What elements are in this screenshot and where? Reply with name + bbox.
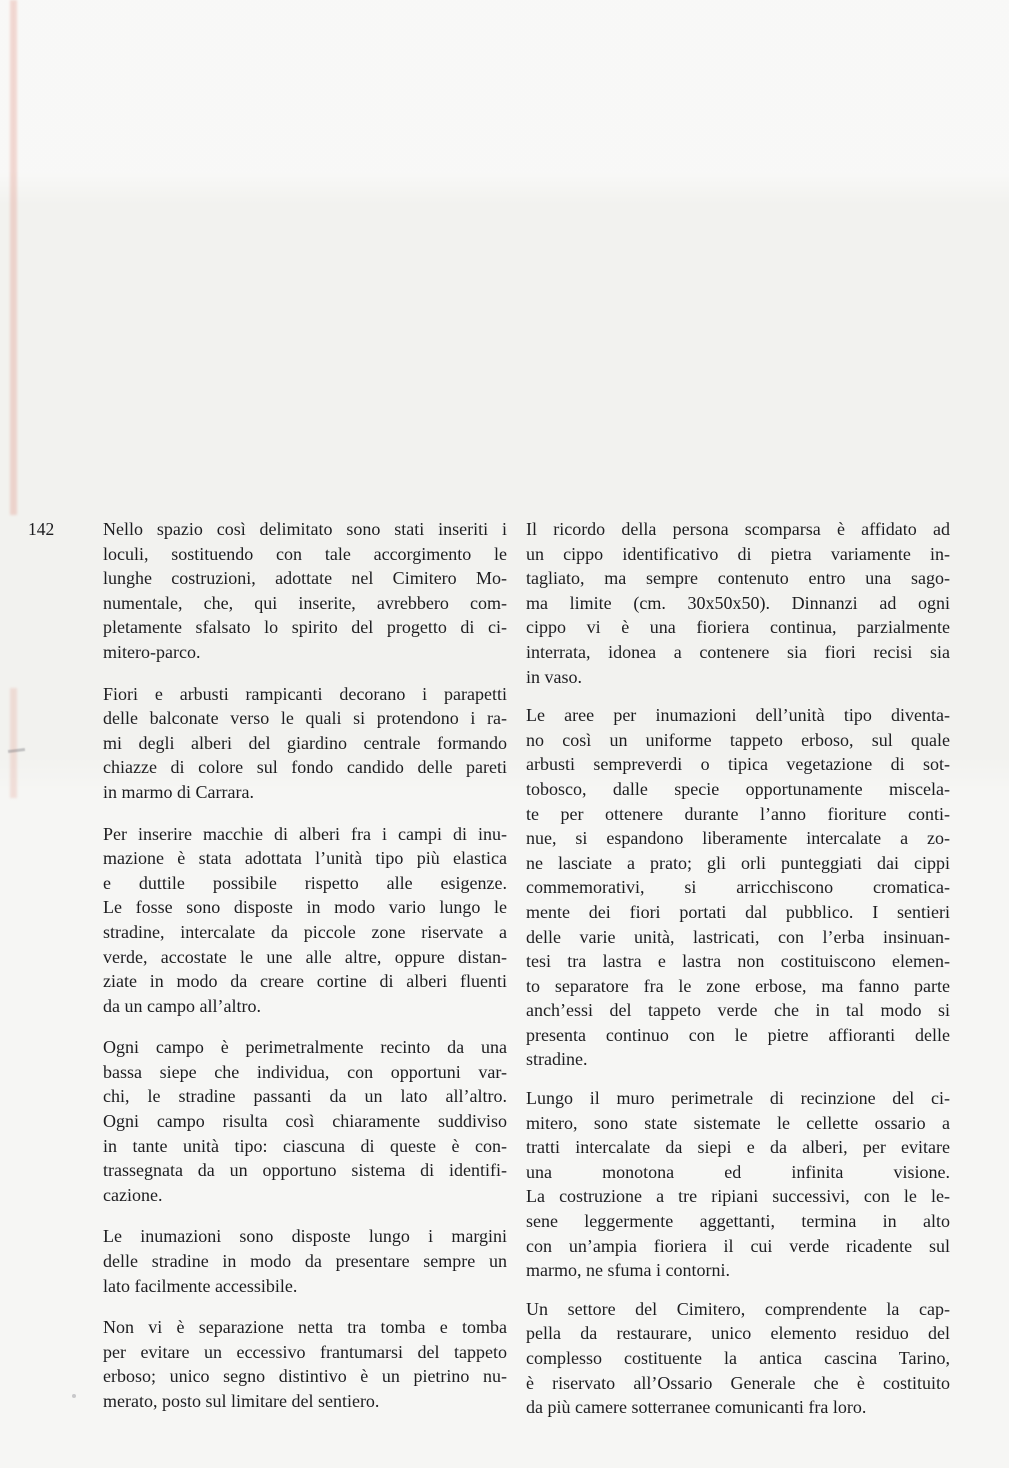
text-column-right xyxy=(526,517,950,1434)
text-line: pletamente sfalsato lo spirito del progetto di ci- xyxy=(103,617,507,638)
paragraph xyxy=(526,703,950,1072)
text-line: presenta continuo con le pietre affioranti delle xyxy=(526,1024,950,1045)
text-line: verde, accostate le une alle altre, oppure distan- xyxy=(103,946,507,967)
text-line: no così un uniforme tappeto erboso, sul quale xyxy=(526,729,950,750)
text-line: erboso; unico segno distintivo è un pietrino nu- xyxy=(103,1366,507,1387)
text-line: marmo, ne sfuma i contorni. xyxy=(526,1260,730,1281)
text-line: tobosco, dalle specie opportunamente miscela- xyxy=(526,778,950,799)
text-line: numentale, che, qui inserite, avrebbero com- xyxy=(103,592,507,613)
text-line: loculi, sostituendo con tale accorgimento le xyxy=(103,543,507,564)
text-line: mitero-parco. xyxy=(103,641,201,662)
page-edge-color-strip-mid xyxy=(10,688,17,798)
text-line: una monotona ed infinita visione. xyxy=(526,1161,950,1182)
text-line: in tante unità tipo: ciascuna di queste è con- xyxy=(103,1135,507,1156)
paragraph xyxy=(103,682,507,805)
text-line: bassa siepe che individua, con opportuni var- xyxy=(103,1061,507,1082)
page-edge-color-strip-top xyxy=(10,0,17,515)
text-line: interrata, idonea a contenere sia fiori recisi sia xyxy=(526,641,950,662)
margin-pencil-mark xyxy=(8,748,25,753)
text-area xyxy=(103,517,950,1434)
text-line: merato, posto sul limitare del sentiero. xyxy=(103,1391,380,1411)
text-line: Non vi è separazione netta tra tomba e tomba xyxy=(103,1317,507,1338)
text-line: lunghe costruzioni, adottate nel Cimitero Mo- xyxy=(103,568,507,589)
paragraph xyxy=(526,1297,950,1420)
text-line: e duttile possibile rispetto alle esigenze. xyxy=(103,872,507,893)
text-column-left xyxy=(103,517,507,1434)
text-line: Il ricordo della persona scomparsa è affidato ad xyxy=(526,519,950,539)
text-line: La costruzione a tre ripiani successivi, con le le- xyxy=(526,1186,950,1207)
text-line: Le fosse sono disposte in modo vario lungo le xyxy=(103,897,507,918)
text-line: commemorativi, si arricchiscono cromatica- xyxy=(526,877,950,898)
paragraph xyxy=(526,1086,950,1283)
text-line: to separatore fra le zone erbose, ma fanno parte xyxy=(526,975,950,996)
text-line: in vaso. xyxy=(526,666,582,687)
text-line: delle balconate verso le quali si protendono i ra- xyxy=(103,708,507,729)
text-line: nue, si espandono liberamente intercalate a zo- xyxy=(526,828,950,849)
text-line: mazione è stata adottata l’unità tipo più elastica xyxy=(103,848,507,869)
text-line: mente dei fiori portati dal pubblico. I sentieri xyxy=(526,901,950,922)
paragraph xyxy=(103,1035,507,1207)
margin-dot-mark xyxy=(72,1394,76,1398)
text-line: cazione. xyxy=(103,1184,163,1205)
text-line: sene leggermente aggettanti, termina in alto xyxy=(526,1211,950,1232)
paragraph xyxy=(103,517,507,665)
text-line: trassegnata da un opportuno sistema di identifi- xyxy=(103,1160,507,1181)
text-line: delle varie unità, lastricati, con l’erba insinuan- xyxy=(526,926,950,947)
text-line: ne lasciate a prato; gli orli punteggiati dai cippi xyxy=(526,852,950,873)
text-line: mi degli alberi del giardino centrale formando xyxy=(103,732,507,753)
text-line: chiazze di colore sul fondo candido delle pareti xyxy=(103,757,507,778)
paragraph xyxy=(103,1315,507,1413)
text-line: cippo vi è una fioriera continua, parzialmente xyxy=(526,617,950,638)
text-line: Ogni campo è perimetralmente recinto da una xyxy=(103,1037,507,1058)
text-line: mitero, sono state sistemate le cellette ossario a xyxy=(526,1112,950,1133)
page-number: 142 xyxy=(28,519,55,539)
text-line: arbusti sempreverdi o tipica vegetazione di sot- xyxy=(526,754,950,775)
text-line: con un’ampia fioriera il cui verde ricadente sul xyxy=(526,1235,950,1256)
text-line: stradine. xyxy=(526,1049,588,1070)
text-line: in marmo di Carrara. xyxy=(103,781,254,802)
text-line: Per inserire macchie di alberi fra i campi di inu- xyxy=(103,823,507,844)
paragraph xyxy=(103,1224,507,1298)
paragraph xyxy=(526,517,950,689)
text-line: ma limite (cm. 30x50x50). Dinnanzi ad ogni xyxy=(526,592,950,613)
text-line: lato facilmente accessibile. xyxy=(103,1275,298,1296)
text-line: è riservato all’Ossario Generale che è costituito xyxy=(526,1372,950,1393)
text-line: te per ottenere durante l’anno fioriture conti- xyxy=(526,803,950,824)
text-line: un cippo identificativo di pietra variamente in- xyxy=(526,543,950,564)
text-line: ziate in modo da creare cortine di alberi fluenti xyxy=(103,971,507,992)
text-line: chi, le stradine passanti da un lato all’altro. xyxy=(103,1086,507,1107)
text-line: complesso costituente la antica cascina Tarino, xyxy=(526,1348,950,1368)
text-line: per evitare un eccessivo frantumarsi del tappeto xyxy=(103,1341,507,1362)
text-line: delle stradine in modo da presentare sempre un xyxy=(103,1251,507,1272)
text-line: Le aree per inumazioni dell’unità tipo diventa- xyxy=(526,705,950,726)
text-line: Ogni campo risulta così chiaramente suddiviso xyxy=(103,1111,507,1132)
text-line: Un settore del Cimitero, comprendente la cap- xyxy=(526,1298,950,1319)
text-line: anch’essi del tappeto verde che in tal modo si xyxy=(526,1000,950,1021)
text-line: stradine, intercalate da piccole zone riservate a xyxy=(103,921,507,942)
text-line: da un campo all’altro. xyxy=(103,995,261,1016)
text-line: Lungo il muro perimetrale di recinzione del ci- xyxy=(526,1088,950,1109)
text-line: Le inumazioni sono disposte lungo i margini xyxy=(103,1226,507,1247)
text-line: pella da restaurare, unico elemento residuo del xyxy=(526,1323,950,1344)
text-line: Fiori e arbusti rampicanti decorano i parapetti xyxy=(103,683,507,704)
text-line: tratti intercalate da siepi e da alberi, per evitare xyxy=(526,1137,950,1158)
paragraph xyxy=(103,822,507,1019)
text-line: tesi tra lastra e lastra non costituiscono elemen- xyxy=(526,951,950,972)
text-line: da più camere sotterranee comunicanti fra loro. xyxy=(526,1397,867,1418)
text-line: tagliato, ma sempre contenuto entro una sago- xyxy=(526,568,950,589)
text-line: Nello spazio così delimitato sono stati inseriti i xyxy=(103,519,507,539)
